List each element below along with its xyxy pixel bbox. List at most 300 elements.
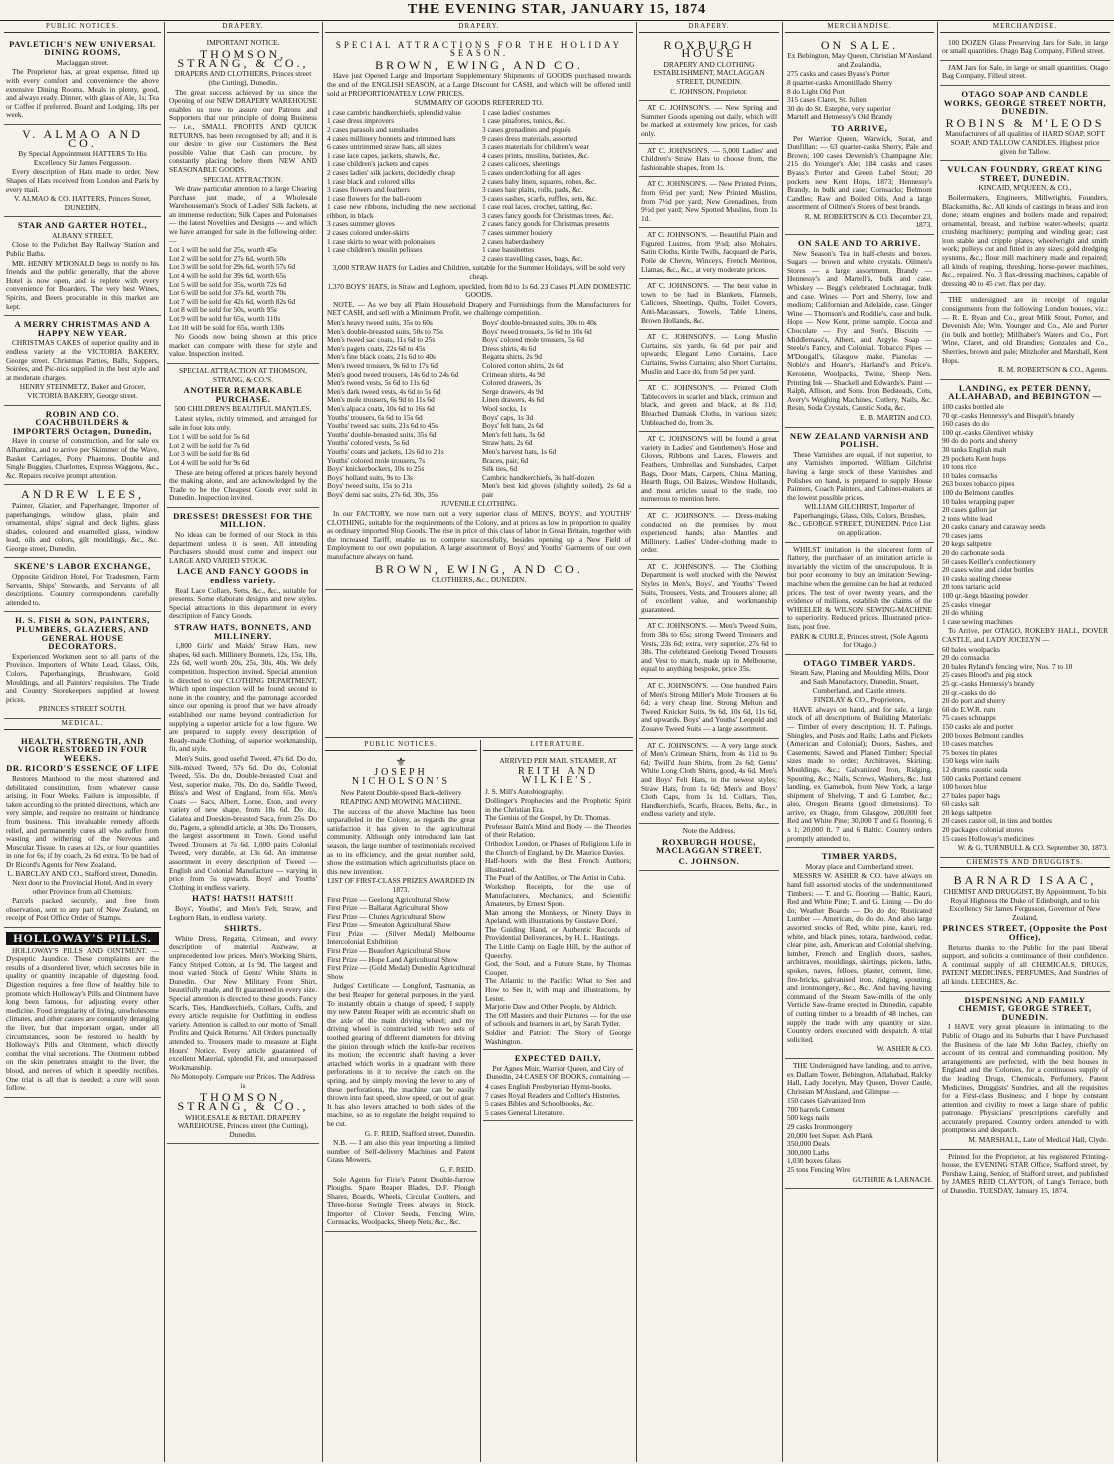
- ad-body: These Varnishes are equal, if not superior, to any Varnishes imported. William Gilchrist having a large stock of these Varnishes and Polishes on hand, is prepared to supply House Painters, Coach Painters, and Cabinet-makers at the lowest possible prices.: [787, 449, 932, 502]
- ad-signature: THOMSON, STRANG, & CO.,: [177, 1090, 309, 1114]
- ad-title: DISPENSING AND FAMILY CHEMIST, GEORGE STREET, DUNEDIN.: [958, 994, 1092, 1022]
- column-drapery-3: [639, 22, 779, 1462]
- advertisement-johnson: [639, 560, 779, 620]
- list-item: 5 cases General Literature.: [485, 1107, 565, 1117]
- advertisement-victoria-bakery: [4, 316, 161, 405]
- ad-title: ON SALE AND TO ARRIVE.: [798, 238, 921, 249]
- list-item: The Genius of the Gospel, by Dr. Thomas.: [485, 813, 611, 823]
- column-heading: DRAPERY.: [639, 22, 779, 33]
- ad-signature: R. M. ROBERTSON & CO. December 23, 1873.: [804, 211, 932, 230]
- ad-body: We draw particular attention to a large Clearing Purchase just made, of a Wholesale Warehouseman's Stock of Ladies' Silk Jackets, at an immense reduction; Silk Capes and Polonaises — the latest Novelties and Designs — and which we have arranged for sale in the following order: —: [169, 184, 317, 245]
- ad-subheading: SPECIAL ATTRACTION.: [203, 174, 283, 184]
- ad-subtitle: Steam Saw, Planing and Moulding Mills, Door and Sash Manufactory, Dunedin, Stuart, Cumberland, and Castle streets.: [790, 668, 929, 695]
- ad-title: BROWN, EWING, AND CO.: [375, 57, 583, 72]
- list-item: 1 case bassinettes: [482, 245, 535, 255]
- ad-subheading: SUMMARY OF GOODS REFERRED TO.: [414, 98, 544, 108]
- list-item: Youths' double-breasted suits, 35s 6d: [327, 429, 437, 439]
- column-heading: DRAPERY.: [167, 22, 319, 33]
- list-item: Lot 3 will be sold for 8s 6d: [169, 449, 250, 459]
- goods-list: [942, 403, 1108, 626]
- column-heading: LITERATURE.: [483, 740, 633, 751]
- list-item: 3 cases flowers and feathers: [327, 185, 410, 195]
- column-drapery-2: [325, 22, 633, 737]
- column-literature: [483, 740, 633, 1462]
- list-item: 150 cases Galvanized Iron: [787, 1096, 866, 1106]
- list-item: 100 boxes blue: [942, 782, 987, 792]
- list-item: 3 cases summer gloves: [327, 219, 395, 229]
- ad-title: HATS! HATS!! HATS!!!: [192, 893, 294, 904]
- section-heading: MEDICAL.: [4, 719, 161, 730]
- summary-of-goods: [327, 109, 631, 264]
- list-item: Boys' caps, 1s 3d: [482, 412, 534, 422]
- book-case-list: [485, 1083, 631, 1117]
- ad-title: SHIRTS.: [224, 923, 262, 934]
- ad-note: Note the Address.: [682, 825, 736, 835]
- column-heading: MERCHANDISE.: [785, 22, 934, 33]
- list-item: 8 quarter-casks Amontillado Sherry: [787, 77, 893, 87]
- list-item: Men's mole trousers, 6s 9d to 11s 6d: [327, 395, 435, 405]
- advertisement-ricord: [4, 733, 161, 928]
- ad-body: AT C. JOHNSON'S. — The best value in town to be had in Blankets, Flannels, Calicoes, Sheetings, Quilts, Toilet Covers, Anti-Macassars, Towels, Table Linens, Brown Hollands, &c.: [641, 281, 777, 325]
- ad-subtitle: By Special Appointment HATTERS To His Excellency Sir James Fergusson.: [18, 149, 147, 167]
- advertisement-fish-son: [4, 612, 161, 719]
- ad-signature: G. F. REID.: [439, 1164, 475, 1174]
- ad-body: THE undersigned are in receipt of regular consignments from the following London houses, viz.: — R. E. Ryan and Co., great Milk Stout, Porter, and Devenish Ale; Wm. Younger and Co., Ale and Porter (in bulk and bottle); Milfhaber's Waters and Co., Port Wine, Claret, and old Brandies; Gonzales and Co., Sherries, brown and pale; Mitzhofer and Marshall, Kent Hops.: [942, 295, 1108, 365]
- ad-title: EXPECTED DAILY,: [514, 1053, 602, 1064]
- list-item: 1 case flowers for the ball-room: [327, 193, 422, 203]
- list-item: 500 casks Portland cement: [942, 773, 1022, 783]
- holloway-banner: HOLLOWAY'S PILLS.: [6, 932, 159, 945]
- ad-title: DRESSES! DRESSES! FOR THE MILLION.: [173, 510, 313, 530]
- ad-subheading: TO ARRIVE,: [831, 122, 888, 133]
- ad-signature: C. JOHNSON.: [678, 855, 740, 866]
- ad-subtitle: Ex Bebington, May Queen, Christian M'Ausland and Zealandia,: [787, 51, 932, 69]
- list-item: 10 cases matches: [942, 739, 993, 749]
- goods-list: [942, 646, 1108, 844]
- list-item: The Atlantic to the Pacific: What to See and How to See it, with map and illustrations, by Lester.: [485, 976, 631, 1003]
- list-item: Men's fine black coats, 21s 6d to 40s: [327, 352, 436, 362]
- list-item: 20 tons tartaric acid: [942, 582, 1001, 592]
- ad-body: Men's Suits, good useful Tweed, 47s 6d. Do do, Silk-mixed Tweed, 57s 6d. Do do, Colonial Tweed, 55s. Do do, Double-breasted Coat and Vest, superior make, 70s. Do do, Saddle Tweed, Bliss's and West of England, from 65s. Men's Coats — Sacs, Albert, Lorne, Eton, and every variety of new shape, from 10s 6d. Do do, Galatea and Doeskin-breasted Saca, from 25s. Do do, Pagets, a splendid article, at 30s. Do Trousers, the largest assortment in Town. Good useful Tweed Trousers at 7s 6d. 1,000 pairs Colonial Tweed, very durable, at 13s 6d. An immense assortment in every description of Tweed — English and Colonial Manufacture — varying in price from 5s upwards. Boys' and Youths' Clothing in endless variety.: [169, 753, 317, 892]
- ad-signature: M. MARSHALL, Late of Medical Hall, Clyde.: [968, 1135, 1108, 1145]
- list-item: 1 case dress improvers: [327, 116, 395, 126]
- list-item: 300,000 Laths: [787, 1147, 830, 1157]
- ad-body: Judges' Certificate — Longford, Tasmania, as the best Reaper for general purposes in the yard. To instantly obtain a change of speed, I supply my new Patent Reaper with an eccentric shaft on the axle of the main driving wheel; and my driving wheel is constructed with two sets of toothed gearing of different diameters for driving the pinion through which the knife-bar receives its motion; the eccentric shaft having a lever attached which works in a quadrant with three perforations in it to receive the catch on the spring, and by simply moving the lever to any of these perforations, the machine can be easily thrown into fast speed, slow speed, or out of gear. It has also levers attached to both sides of the machine, so as to regulate the height required to be cut.: [327, 981, 475, 1128]
- list-item: 25 cases Blood's and pig stock: [942, 670, 1033, 680]
- list-item: 2 cases baby linen, squares, robes, &c.: [482, 176, 597, 186]
- ad-subtitle: CHEMIST AND DRUGGIST, By Appointment, To his Royal Highness the Duke of Edinburgh, and to his Excellency Sir James Fergusson, Governor of New Zealand,: [943, 887, 1107, 922]
- ad-signature: E. B. MARTIN and CO.: [859, 412, 932, 422]
- list-item: Lot 1 will be sold for 5s 6d: [169, 432, 250, 442]
- list-item: 20 do carbonate soda: [942, 548, 1005, 558]
- list-item: Boys' knickerbockers, 10s to 25s: [327, 464, 425, 474]
- ad-body: AT C. JOHNSON'S. — New Spring and Summer Goods opening out daily, which will be marked at extremely low prices, for cash only.: [641, 103, 777, 138]
- list-item: 20 kegs saltpetre: [942, 539, 992, 549]
- list-item: Soldier and Patriot: The Story of George Washington.: [485, 1028, 631, 1046]
- list-item: 1 case skirts to wear with polonaises: [327, 236, 435, 246]
- list-item: 263 boxes tobacco pipes: [942, 479, 1015, 489]
- goods-list: [787, 70, 932, 122]
- advertisement-thomson-strang: [167, 36, 319, 364]
- list-item: 70 qr.-casks Hennessy's and Bisquit's brandy: [942, 410, 1075, 420]
- ad-signature: C. JOHNSON, Proprietor.: [670, 86, 748, 96]
- list-item: 50 cases Keiller's confectionery: [942, 556, 1036, 566]
- advertisement-brown-ewing: [325, 36, 633, 590]
- royal-crest-icon: ⚜: [395, 754, 407, 769]
- list-item: 350,000 Deals: [787, 1139, 830, 1149]
- column-rule: [782, 22, 783, 1462]
- list-item: 3 cases hair plaits, rolls, pads, &c.: [482, 185, 583, 195]
- list-item: Martell and Hennessy's Old Brandy: [787, 112, 893, 122]
- list-item: Lot 2 will be sold for 27s 6d, worth 50s: [169, 253, 287, 263]
- ad-subtitle: ALBANY STREET,: [52, 230, 113, 240]
- list-item: Men's tweed vests, 5s 6d to 11s 6d: [327, 378, 430, 388]
- ad-note: No Monopoly. Compare our Prices. The Address is: [170, 1072, 316, 1090]
- advertisement-johnson: [639, 330, 779, 381]
- column-rule: [322, 22, 323, 1462]
- advertisement-vulcan-foundry: [940, 161, 1110, 293]
- advertisement-johnson: [639, 509, 779, 560]
- list-item: 20,000 feet Super. Ash Plank: [787, 1130, 873, 1140]
- list-item: First Prize — (Gold Medal) Dunedin Agricultural Show: [327, 963, 475, 981]
- price-list-right: [482, 319, 631, 499]
- list-item: First Prize — Clunes Agricultural Show: [327, 911, 446, 921]
- list-item: Lot 3 will be sold for 29s 6d, worth 57s 6d: [169, 262, 296, 272]
- column-drapery-1: [167, 22, 319, 1462]
- list-item: 60 bales woolpacks: [942, 644, 1000, 654]
- list-item: First Prize — Geelong Agricultural Show: [327, 894, 450, 904]
- list-item: Wool socks, 1s: [482, 403, 527, 413]
- list-item: 25 qr.-casks Hennessy's brandy: [942, 678, 1035, 688]
- ad-signature: HENRY STEINMETZ, Baker and Grocer, VICTORIA BAKERY, George street.: [19, 382, 146, 400]
- advertisement-otago-timber: [785, 655, 934, 848]
- ad-body: THE Undersigned have landing, and to arrive, ex Dallam Tower, Bebington, Allahabad, Ralcky Hall, Lady Jocelyn, May Queen, Dover Castle, Christian M'Ausland, and Glimpse —: [787, 1060, 932, 1096]
- list-item: 10 tons rice: [942, 462, 977, 472]
- ad-body: 100 DOZEN Glass Preserving Jars for Sale, in large or small quantities. Otago Bag Company, Filleul street.: [942, 37, 1108, 56]
- ad-body: Restores Manhood to the most shattered and debilitated constitution, from whatever cause arising, in Four Weeks. Failure is impossible, if taken according to the printed directions, which are very simple, and require no restraint or hindrance from business. This invaluable remedy affords relief, and permanently cures all who suffer from wasting and withering of the Nervous and Muscular Tissue. In cases at 12s, or four quantities in one for 6s; if by coach, 2s 6d extra. To be had of Dr Ricord's Agents for New Zealand,: [6, 773, 159, 869]
- price-list-left: [327, 319, 476, 499]
- list-item: God, the Soul, and a Future State, by Thomas Cooper.: [485, 959, 631, 977]
- ad-title: ANOTHER REMARKABLE PURCHASE.: [183, 385, 303, 404]
- ad-body: AT C. JOHNSON'S will be found a great variety in Ladies' and Gentlemen's Hose and Gloves, Ribbons and Laces, Flowers and Feathers, Umbrellas and Sunshades, Carpet Bags, Door Mats, Carpets, China Matting, Hearth Rugs, Oil Baizes, Window Hollands, and most articles usual to the trade, too numerous to mention here.: [641, 434, 777, 504]
- list-item: Half-hours with the Best French Authors; illustrated.: [485, 856, 631, 874]
- ad-body: AT C. JOHNSON'S. — Men's Tweed Suits, from 38s to 65s; strong Tweed Trousers and Vests, 23s 6d; extra, very superior, 27s 6d to 38s. The celebrated Geelong Tweed Trousers and Vest to match, made up in Melbourne, equal to anything bespoke, price 35s.: [641, 621, 777, 674]
- list-item: Regatta shirts, 2s 9d: [482, 352, 542, 362]
- book-list: [485, 788, 631, 1046]
- list-item: Braces, pair, 6d: [482, 455, 529, 465]
- list-item: 1 case ladies' costumes: [482, 107, 551, 117]
- list-item: Cambric handkerchiefs, 3s half-dozen: [482, 472, 595, 482]
- list-item: 75 cases schnapps: [942, 713, 996, 723]
- ad-body: Have in course of construction, and for sale ex Alhambra, and to arrive per Skimmer of the Wave, Basket Carriages, Pony Phaetons, Double and Single Buggies, Charlottes, Express Waggons, &c., &c. Repairs receive prompt attention.: [6, 436, 159, 480]
- list-item: Lot 9 will be sold for 65s, worth 110s: [169, 314, 281, 323]
- list-item: Silk ties, 6d: [482, 464, 518, 474]
- ad-title: ROXBURGH HOUSE: [663, 37, 755, 61]
- column-heading: PUBLIC NOTICES.: [4, 22, 161, 33]
- list-item: 2 cases parasols and sunshades: [327, 124, 419, 134]
- list-item: 2 cases travelling cases, bags, &c.: [482, 253, 583, 263]
- list-item: Man among the Monkeys, or Ninety Days in Apeland, with illustrations by Gustave Doré.: [485, 907, 631, 926]
- ad-body: Painter, Glazier, and Paperhanger, Importer of paperhangings, window glass, plain and ornamental, ships' signal and deck lights, glass shades, coloured and enamelled glass, window lead, oils and colors, gilt mouldings, &c., &c. George street, Dunedin.: [6, 500, 159, 553]
- column-public-notices: [4, 22, 161, 1462]
- advertisement-holloway: [4, 928, 161, 1098]
- ad-subtitle: DR. RICORD'S ESSENCE OF LIFE: [6, 763, 159, 774]
- list-item: 90 do do ports and sherry: [942, 436, 1018, 446]
- ad-title: REITH AND WILKIE'S.: [517, 766, 599, 786]
- list-item: Professor Bain's Mind and Body — the Theories of their Relation.: [485, 821, 631, 840]
- list-item: 3 cases grenadines and piqués: [482, 124, 571, 134]
- ad-body: No ideas can be formed of our Stock in this department unless it is seen. All intending Purchasers should most come and inspect our LARGE AND VARIED STOCK.: [169, 530, 317, 565]
- ad-note: NOTE. — As we buy all Plain Household Drapery and Furnishings from the Manufacturers for NET CASH, and sell with a Minimum Profit, we challenge competition.: [327, 299, 631, 318]
- imprint-text: Printed for the Proprietor, at his registered Printing-house, the EVENING STAR Office, Stafford street, by Pershaw Laing, Senior, of Stafford street, and published by JAMES REID CLAYTON, of Lang's Terrace, both of Dunedin. TUESDAY, January 15, 1874.: [942, 1151, 1108, 1196]
- list-item: 6 cases untrimmed straw hats, all sizes: [327, 142, 442, 152]
- ad-title: JOSEPH NICHOLSON'S: [351, 767, 451, 787]
- column-heading: DRAPERY.: [325, 22, 633, 33]
- list-item: Men's pagets coats, 22s 6d to 45s: [327, 343, 426, 353]
- column-rule: [164, 22, 165, 1462]
- ad-body: Boys', Youths', and Men's Felt, Straw, and Leghorn Hats, in endless variety.: [169, 904, 317, 922]
- list-item: Men's good tweed trousers, 14s 6d to 24s 6d: [327, 369, 459, 379]
- list-item: First Prize — Smeaton Agricultural Show: [327, 920, 451, 930]
- list-item: 20 cases gallon jar: [942, 505, 997, 515]
- list-item: 100 qr.-kegs blasting powder: [942, 591, 1028, 601]
- advertisement-andrew-lees: [4, 485, 161, 558]
- ad-body: AT C. JOHNSON'S. — One hundred Pairs of Men's Strong Miller's Mole Trousers at 6s 6d; a very cheap line. Strong Melton and Tweed Knicker Suits, 9s 6d, 10s 6d, 11s 6d, and upwards. Boys' and Youths' Leopold and Zouave Tweed Suits — a large assortment.: [641, 681, 777, 733]
- ad-body: Have just Opened Large and Important Supplementary Shipments of GOODS purchased towards the end of the ENGLISH SEASON, at a Large Discount for CASH, and which will be offered until sold at PROPORTIONATELY LOW PRICES.: [327, 71, 631, 98]
- list-item: 20 cases wine and cider bottles: [942, 565, 1034, 575]
- list-item: Boys' tweed suits, 15s to 21s: [327, 481, 413, 491]
- advertisement-skene: [4, 558, 161, 612]
- ad-address: PRINCES STREET, (Opposite the Post Office),: [942, 923, 1108, 942]
- ad-signature: FINDLAY & CO., Proprietors,: [813, 695, 906, 705]
- list-item: 10 bales wrapping paper: [942, 496, 1015, 506]
- list-item: Lot 10 will be sold for 65s, worth 130s: [169, 322, 285, 332]
- list-item: 1 case pinafores, tunics, &c.: [482, 116, 566, 126]
- list-item: Men's tweed trousers, 9s 6d to 17s 6d: [327, 360, 438, 370]
- ad-body: AT C. JOHNSON'S. — Long Muslin Curtains, six yards, 6s 6d per pair and upwards; Elegant Leno Curtains, Lace Curtains, Swiss Curtains; also Short Curtains, Muslin and Lace do, from 5d per yard.: [641, 332, 777, 376]
- ad-note: N.B. — I am also this year importing a limited number of Self-delivery Machines and Patent Grass Mowers.: [327, 1138, 475, 1165]
- column-heading: PUBLIC NOTICES.: [325, 740, 477, 751]
- advertisement-wheeler-wilson: [785, 543, 934, 655]
- list-item: 2 cases fancy goods for Christmas presents: [482, 219, 610, 229]
- ad-body: 3,000 STRAW HATS for Ladies and Children, suitable for the Summer Holidays, will be sold very cheap.: [332, 263, 626, 282]
- list-item: 7 cases Royal Readers and Collier's Histories.: [485, 1090, 621, 1100]
- list-item: Lot 6 will be sold for 37s 6d, worth 70s: [169, 288, 287, 298]
- list-item: 150 casks ale and porter: [942, 721, 1014, 731]
- ad-body: MESSRS W. ASHER & CO. have always on hand full assorted stocks of the undermentioned Timbers: — T. and G. flooring — Baltic, Kauri, Red and White Pine; T. and G. Lining — Do do do; Weather Boards — Do do do; Rusticated Lumber — American, do do do. And also large assorted stocks of Red, white pine, kauri, red, white, and black pines, totara, hardwood, cedar, clear pine, ash, American and Colonial shelving, lumber, French and English doors, sashes, architraves, mouldings, skirtings, pickets, laths, spokes, naves, felloes, plaster, cement, lime, fire-bricks, galvanised iron, ridging, spouting, and ironmongery, &c., &c. And having having command of the Steam Saw-mills of the only Verticle Saw-frame erected in Dunedin, capable of cutting timber to a breadth of 48 inches, can supply the trade with any quantity or size. Country orders executed with despatch. A trial solicited.: [787, 871, 932, 1044]
- list-item: 7 cases summer hosiery: [482, 228, 553, 238]
- ad-title: STRAW HATS, BONNETS, AND MILLINERY.: [174, 622, 312, 641]
- ad-subtitle: New Patent Double-speed Back-delivery REAPING AND MOWING MACHINE.: [340, 788, 462, 806]
- advertisement-johnson: [639, 381, 779, 432]
- list-item: Men's tweed sac coats, 11s 6d to 25s: [327, 335, 436, 345]
- list-item: J. S. Mill's Autobiography.: [485, 787, 564, 797]
- ad-subtitle: DRAPERY AND CLOTHING ESTABLISHMENT, MACLAGGAN STREET, DUNEDIN.: [653, 59, 765, 86]
- column-rule: [636, 22, 637, 1462]
- masthead: THE EVENING STAR, JANUARY 15, 1874: [0, 0, 1114, 21]
- list-item: First Prize — Hope Land Agricultural Show: [327, 954, 458, 964]
- list-item: 2 cases colored under-skirts: [327, 228, 410, 238]
- list-item: 100 casks bottled ale: [942, 401, 1004, 411]
- list-item: First Prize — Ballarat Agricultural Show: [327, 903, 449, 913]
- ad-signature: G. F. REID, Stafford street, Dunedin.: [364, 1128, 475, 1138]
- list-item: 8 do Light Old Port: [787, 86, 845, 96]
- ad-body: Close to the Polichet Bay Railway Station and Public Baths.: [6, 240, 159, 259]
- ad-body: Every description of Hats made to order. New Shapes of Hats received from London and Paris by every mail.: [6, 167, 159, 194]
- column-merchandise-1: [785, 22, 934, 1462]
- ad-body: AT C. JOHNSON'S. — Beautiful Plain and Figured Lustres, from 9½d; also Mohairs, Satin Cloths, Kirtle Twills, Jacquard de Paris, Poile de Chevre, Winceys, French Merinos, Llamas, &c., &c., at very moderate prices.: [641, 230, 777, 274]
- advertisement-robertson-sale: [785, 36, 934, 235]
- list-item: 30 do do St. Estephe, very superior: [787, 103, 891, 113]
- lot-list: [169, 246, 317, 332]
- list-item: 1 case children's muslin pelisses: [327, 245, 423, 255]
- ad-body: Manufacturers of all qualities of HARD SOAP, SOFT SOAP, AND TALLOW CANDLES. Highest price given for Tallow.: [945, 129, 1105, 156]
- list-item: 160 cases do do: [942, 419, 990, 429]
- list-item: Boys' double-breasted suits, 30s to 40s: [482, 318, 597, 327]
- list-item: 60 do E.W.R. rum: [942, 704, 996, 714]
- ad-subtitle: Moray place and Cumberland street.: [805, 861, 914, 871]
- ad-body: AT C. JOHNSON'S. — New Printed Prints, from 6½d per yard; New Printed Muslins, from 7½d per yard; New Grenadines, from 9½d per yard; New Spotted Muslins, from 1s 1d.: [641, 179, 777, 223]
- list-item: Dress shirts, 4s 6d: [482, 343, 537, 353]
- list-item: 4 cases English Presbyterian Hymn-books.: [485, 1081, 612, 1091]
- ad-signature: PRINCES STREET SOUTH.: [38, 704, 127, 714]
- list-item: 5 cases underclothing for all ages: [482, 167, 581, 177]
- list-item: Boys' tweed trousers, 5s 6d to 10s 6d: [482, 326, 592, 336]
- list-item: Workshop Receipts, for the use of Manufacturers, Mechanics, and Scientific Amateurs, by Ernest Spon.: [485, 881, 631, 909]
- ad-subheading: LIST OF FIRST-CLASS PRIZES AWARDED IN 1873.: [327, 876, 475, 894]
- goods-list: [787, 1097, 932, 1174]
- advertisement-johnson: [639, 177, 779, 228]
- advertisement-johnson: [639, 144, 779, 178]
- list-item: 9 cases dress materials, assorted: [482, 133, 578, 143]
- list-item: Men's harvest hats, 1s 6d: [482, 446, 557, 456]
- ad-body: Latest styles, richly trimmed, and arranged for sale in four lots only.: [169, 413, 317, 432]
- ad-signature: PARK & CURLE, Princes street, (Sole Agents for Otago.): [790, 631, 929, 650]
- ad-body: WHILST imitation is the sincerest form of flattery, the purchaser of an imitation article is invariably the victim of the unscrupulous. It is but poor economy to buy an imitation Sewing-machine when the genuine can be had at reduced prices. The test of over twenty years, and the evidence of millions, establish the claims of the WHEELER & WILSON SEWING-MACHINE to superiority. Reduced prices. Illustrated price-lists, post free.: [787, 544, 932, 631]
- ad-body: Returns thanks to the Public for the past liberal support, and solicits a continuance of their confidence. A continual supply of all CHEMICALS, DRUGS, PATENT MEDICINES, PERFUMES, And Sundries of all kinds. LEECHES, &c.: [942, 942, 1108, 986]
- advertisement-star-garter: [4, 217, 161, 316]
- list-item: The Guiding Hand, or Authentic Records of Providential Deliverances, by H. L. Hastings.: [485, 924, 631, 943]
- ad-body: Per Agnes Muir, Warrior Queen, and City of Dunedin, 24 CASES OF BOOKS, containing —: [486, 1063, 630, 1082]
- list-item: 75 boxes tin plates: [942, 747, 998, 757]
- price-list: [327, 319, 631, 499]
- lot-list: [169, 433, 317, 467]
- list-item: 12 drums caustic soda: [942, 764, 1008, 774]
- ad-title: V. ALMAO AND CO.: [22, 126, 143, 150]
- ad-body: New Season's Tea in half-chests and boxes. Sugars — brown and white crystals. Oilmen's Stores — a large assortment. Brandy — Hennessy's and Martell's, bulk and case. Whiskey — Begg's celebrated Lochnagar, bulk and case. Wines — Port and Sherry, low and medium; Californian and Adelaide, case. Ginger Wine — Thomson's and Roddie's, case and bulk. Hops — New Kent, prime sample. Cocoa and Chocolate — Fry and Son's. Biscuits — Middlemass's, Albert, and Argyle. Soap — Steele's Fancy, and Colonial. Tobacco Pipes — M'Dougall's, Glasgow make. Pianolas — Noble's and Hoare's, Harland's and Price's. Kerosene, Woolpacks, Twine, Sheep Nets. Printing Ink — Shackell and Edwards's. Paint — Ralph, Allison, and Sons. Iron Bedsteads, Cots, Avery's Weighing Machines, Cutlery, Nails, &c. Resin, Soda Crystals, Caustic Soda, &c.: [787, 248, 932, 413]
- ad-body: AT C. JOHNSON'S. — Dress-making conducted on the premises by most experienced hands; also Mantles and Millinery. Ladies' Under-clothing made to order.: [641, 510, 777, 555]
- list-item: Youths' coats and jackets, 12s 6d to 21s: [327, 446, 444, 456]
- list-item: Lot 4 will be sold for 39s 6d, worth 65s: [169, 271, 287, 281]
- list-item: 30 tanks English malt: [942, 444, 1007, 454]
- ad-body: Real Lace Collars, Setts, &c., &c., suitable for presents. Some elaborate designs and new styles. Special attractions in this department in every description of Fancy Goods.: [169, 585, 317, 621]
- list-item: Boys' holland suits, 9s to 13s: [327, 472, 413, 482]
- list-item: 20 qr.-casks do do: [942, 687, 996, 697]
- advertisement-johnson: [639, 101, 779, 143]
- ad-title: ROBIN AND CO. COACHBUILDERS & IMPORTERS Octagon, Dunedin,: [12, 408, 153, 436]
- list-item: The Little Camp on Eagle Hill, by the author of Queechy.: [485, 942, 631, 960]
- ad-kicker: SPECIAL ATTRACTIONS FOR THE HOLIDAY SEASON.: [335, 39, 623, 59]
- ad-body: AT C. JOHNSON'S. — 5,000 Ladies' and Children's Straw Hats to choose from, the fashionable shapes, from 1s.: [641, 145, 777, 172]
- ad-body: AT C. JOHNSON'S. — The Clothing Department is well stocked with the Newest Styles in Men's, Boys', and Youths' Tweed Suits, Trousers, Vests, and Trousers alone; all of excellent value, and workmanship guaranteed.: [641, 561, 777, 614]
- list-item: 2 cases calicoes, sheetings: [482, 159, 560, 169]
- advertisement-expected-books: [483, 1050, 633, 1121]
- ad-title: SKENE'S LABOR EXCHANGE,: [14, 561, 151, 572]
- advertisement-martin-co: [785, 235, 934, 427]
- list-item: 4 cases millinery bonnets and trimmed hats: [327, 133, 456, 143]
- ad-body: MR. HENRY M'DONALD begs to notify to his friends and the public generally, that the above Hotel is now open, and is replete with every convenience for Boarders. The very best Wines, Spirits, and Beers procurable in this market are kept.: [6, 258, 159, 311]
- list-item: 5 cases Bibles and Schoolbooks, &c.: [485, 1099, 594, 1109]
- list-item: Men's felt hats, 3s 6d: [482, 429, 545, 439]
- ad-title: OTAGO SOAP AND CANDLE WORKS, GEORGE STREET NORTH, DUNEDIN.: [943, 88, 1107, 117]
- ad-body: Experienced Workmen sent to all parts of the Province. Importers of White Lead, Glass, Oils, Colors, Paperhangings, Brushware, Gold Mouldings, and all Painters' requisites. The Trade and Country Storekeepers supplied at lowest prices.: [6, 651, 159, 704]
- ad-kicker: ARRIVED PER MAIL STEAMER, AT: [499, 755, 617, 765]
- list-item: 4 cases prints, muslins, batistes, &c.: [482, 150, 589, 160]
- ad-body: In our FACTORY, we now turn out a very superior class of MEN'S, BOYS', and YOUTHS' CLOTHING, suitable for the requirements of the Colony, and at prices as low in proportion to quality as ordinary imported Slop Goods. The rise in price of this class of labor in Great Britain, together with the increased Tariff, enable us to compete successfully, besides opening up a New Field of Employment to our own population. A large assortment of Boys' and Youths' Garments of our own manufacture always on hand.: [327, 509, 631, 562]
- list-item: 3 cases fancy goods for Christmas trees, &c.: [482, 210, 614, 220]
- list-item: Lot 5 will be sold for 35s, worth 72s 6d: [169, 279, 287, 289]
- list-item: 10 casks sealing cheese: [942, 573, 1012, 583]
- list-item: 29 casks Ironmongery: [787, 1122, 853, 1132]
- advertisement-johnson: [639, 739, 779, 824]
- ad-body: To Arrive, per OTAGO, ROKEBY HALL, DOVER CASTLE, and LADY JOCELYN —: [942, 626, 1108, 644]
- ad-subtitle: 500 CHILDREN'S BEAUTIFUL MANTLES,: [174, 404, 312, 414]
- list-item: First Prize — Beaufort Agricultural Show: [327, 946, 451, 956]
- list-item: 1 case cambric handkerchiefs, splendid value: [327, 107, 461, 117]
- list-item: 20 do cornsacks: [942, 653, 990, 663]
- ad-signature: R. M. ROBERTSON & CO., Agents.: [997, 365, 1108, 375]
- advertisement-marshall-chemist: [940, 992, 1110, 1150]
- list-item: 20 casks canary and caraway seeds: [942, 522, 1046, 532]
- list-item: 15 cases Holloway's medicines: [942, 833, 1034, 843]
- ad-firm: ROBINS & M'LEODS: [945, 115, 1105, 130]
- ad-title: TIMBER YARDS,: [821, 851, 898, 862]
- list-item: 200 boxes Belmont candles: [942, 730, 1024, 740]
- ad-title: HEALTH, STRENGTH, AND VIGOR RESTORED IN FOUR WEEKS.: [17, 735, 148, 763]
- advertisement-reith-wilkie: [483, 754, 633, 1051]
- ad-title: A MERRY CHRISTMAS AND A HAPPY NEW YEAR.: [14, 319, 151, 338]
- summary-right: [482, 109, 631, 264]
- ad-body: 1,800 Girls' and Maids' Straw Hats, new shapes, 6d each. Millinery Bonnets, 12s, 15s, 18s, 22s 6d, well worth 20s, 25s, 30s, 40s. We defy competition. Inspection invited. Special attention is directed to our CLOTHING DEPARTMENT, Which upon inspection will be found second to none in the country, and the patronage accorded since our opening is proof that we have already established our name beyond contradiction for supplying a superior article for a low figure. We are prepared to supply every description of Ready-made Clothing, of superior workmanship, fit, and style.: [169, 641, 317, 754]
- list-item: 700 barrels Cement: [787, 1104, 845, 1114]
- list-item: Lot 1 will be sold for 25s, worth 45s: [169, 245, 277, 255]
- list-item: 100 qr.-casks Glenlivet whisky: [942, 427, 1034, 437]
- list-item: 3 cases materials for children's wear: [482, 142, 590, 152]
- section-rule: [325, 737, 633, 738]
- advertisement-preserving-jars: [940, 36, 1110, 61]
- list-item: Men's dark tweed vests, 4s 6d to 5s 6d: [327, 386, 441, 396]
- column-public-notices-2: [325, 740, 477, 1462]
- list-item: 100 do Belmont candles: [942, 487, 1014, 497]
- list-item: Dollinger's Prophecies and the Prophetic Spirit in the Christian Era.: [485, 795, 631, 814]
- list-item: 1 case black and colored silks: [327, 176, 416, 186]
- advertisement-roxburgh-house: [639, 36, 779, 102]
- ad-body: HAVE always on hand, and for sale, a large stock of all descriptions of Building Materials: — Timber of every description; H. T. Palings, Shingles, and Posts and Rails; Laths and Pickets (American and Colonial); Doors, Sashes, and Casements; Sawed and Planed Timber; Special sizes made to order; Architraves, Skirting, Mouldings, &c.; Galvanized Iron, Ridging, Spouting, &c.; Nails, Screws, Washers, &c. Just landing, ex Gamebok, from New York, a large shipment of Shelving, T and G Lumber, &c.; also, Oregon Beams (good dimensions). To arrive, ex Otago, from Glasgow, 200,000 feet Red and White Pine; 30,000 T and G flooring, 6 x 1; 20,000 ft. 7 and 6 Baltic. Country orders promptly attended to.: [787, 704, 932, 843]
- list-item: Linen drawers, 4s 6d: [482, 395, 544, 405]
- ad-title: LACE AND FANCY GOODS in endless variety.: [177, 566, 309, 586]
- list-item: 60 casks salt: [942, 799, 980, 809]
- list-item: Colored cotton shirts, 2s 6d: [482, 360, 564, 370]
- list-item: Boys' felt hats, 2s 6d: [482, 421, 544, 431]
- ad-body: No Goods now being shown at this price market can compare with these for style and value. Inspection invited.: [169, 332, 317, 359]
- ad-body: The great success achieved by us since the Opening of our NEW DRAPERY WAREHOUSE enables us now to assure our Patrons and Supporters that our principle of doing Business — i.e., SMALL PROFITS AND QUICK RETURNS, has been recognised by all; and it is our desire to give our Customers the Best possible Value that Cash can procure, by constantly placing before them NEW AND SEASONABLE GOODS.: [169, 87, 317, 174]
- ad-title: ANDREW LEES,: [20, 487, 145, 502]
- advertisement-nicholson-reaper: [325, 754, 477, 1232]
- ad-note: Sole Agents for Firie's Patent Double-furrow Ploughs. Spare Reaper Blades, D.F. Plough Shares, Boards, Wheels, Circular Coulters, and Three-horse Swingle Trees always in Stock. Importer of Clover Seeds, Fencing Wire, Cornsacks, Woolpacks, Sheep Nets, &c., &c.: [327, 1174, 475, 1227]
- list-item: 20 cases castor oil, in tins and bottles: [942, 816, 1053, 826]
- ad-body: 1,370 BOYS' HATS, in Straw and Leghorn, speckled, from 8d to 1s 6d. 23 Cases PLAIN DOMESTIC GOODS.: [327, 281, 631, 300]
- list-item: 3 cases sashes, scarfs, ruffles, sets, &c.: [482, 193, 598, 203]
